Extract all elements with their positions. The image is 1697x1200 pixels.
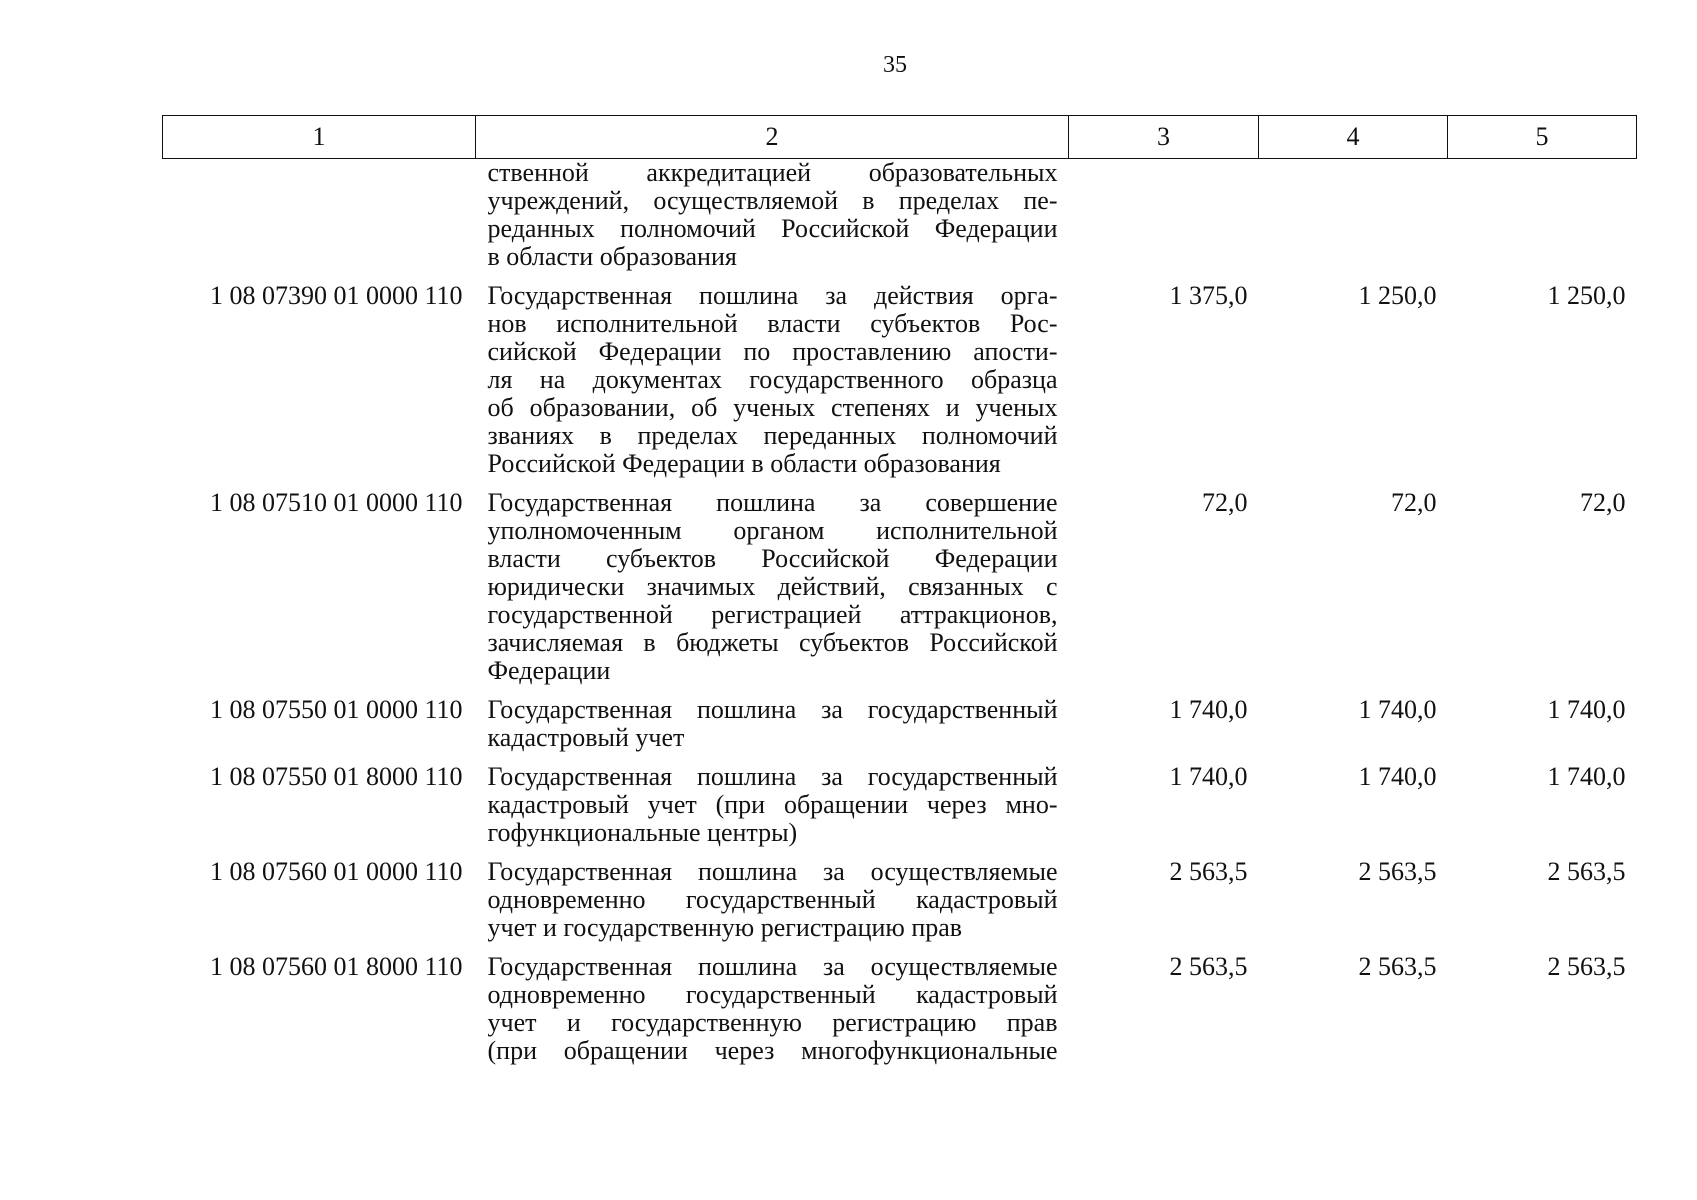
value-cell-col5: 2 563,5 bbox=[1547, 857, 1626, 886]
description-line: власти субъектов Российской Федерации bbox=[487, 544, 1058, 573]
page-number: 35 bbox=[883, 52, 907, 78]
value-cell-col3: 1 740,0 bbox=[1169, 762, 1248, 791]
table-row bbox=[163, 696, 1637, 763]
description-cell bbox=[476, 282, 1069, 489]
budget-table bbox=[162, 115, 1637, 1076]
value-cell-col4: 2 563,5 bbox=[1358, 952, 1437, 981]
description-cell bbox=[476, 489, 1069, 696]
description-line: зачисляемая в бюджеты субъектов Российской bbox=[487, 628, 1058, 657]
header-col-4: 4 bbox=[1259, 116, 1448, 159]
value-cell-col4: 1 740,0 bbox=[1358, 762, 1437, 791]
value-cell-col4: 2 563,5 bbox=[1358, 857, 1437, 886]
description-line: Федерации bbox=[487, 656, 611, 685]
description-cell bbox=[476, 159, 1069, 283]
description-line: об образовании, об ученых степенях и ученых bbox=[487, 393, 1058, 422]
description-line: юридически значимых действий, связанных с bbox=[487, 572, 1058, 601]
description-line: Государственная пошлина за государственный bbox=[487, 695, 1058, 724]
value-cell-col3 bbox=[1069, 159, 1259, 283]
description-line: Государственная пошлина за государственный bbox=[487, 762, 1058, 791]
description-line: ля на документах государственного образца bbox=[487, 365, 1058, 394]
description-line: учет и государственную регистрацию прав bbox=[487, 913, 963, 942]
description-cell bbox=[476, 953, 1069, 1076]
header-row bbox=[163, 116, 1637, 159]
description-line: Государственная пошлина за осуществляемые bbox=[487, 857, 1058, 886]
value-cell-col5: 2 563,5 bbox=[1547, 952, 1626, 981]
header-col-1: 1 bbox=[163, 116, 476, 159]
table-row bbox=[163, 763, 1637, 858]
value-cell-col3: 1 740,0 bbox=[1169, 695, 1248, 724]
description-line: кадастровый учет (при обращении через мно- bbox=[487, 790, 1058, 819]
code-cell: 1 08 07550 01 0000 110 bbox=[209, 695, 463, 724]
description-line: ственной аккредитацией образовательных bbox=[487, 158, 1058, 187]
code-cell: 1 08 07560 01 8000 110 bbox=[209, 952, 463, 981]
value-cell-col5: 1 740,0 bbox=[1547, 762, 1626, 791]
table-header bbox=[163, 116, 1637, 159]
table-row bbox=[163, 858, 1637, 953]
description-line: званиях в пределах переданных полномочий bbox=[487, 421, 1058, 450]
code-cell: 1 08 07510 01 0000 110 bbox=[209, 488, 463, 517]
description-line: Государственная пошлина за осуществляемые bbox=[487, 952, 1058, 981]
description-line: одновременно государственный кадастровый bbox=[487, 980, 1058, 1009]
header-col-3: 3 bbox=[1069, 116, 1259, 159]
value-cell-col4 bbox=[1259, 159, 1448, 283]
code-cell: 1 08 07550 01 8000 110 bbox=[209, 762, 463, 791]
value-cell-col3: 2 563,5 bbox=[1169, 952, 1248, 981]
value-cell-col4: 1 250,0 bbox=[1358, 281, 1437, 310]
description-line: уполномоченным органом исполнительной bbox=[487, 516, 1058, 545]
value-cell-col3: 2 563,5 bbox=[1169, 857, 1248, 886]
description-cell bbox=[476, 696, 1069, 763]
description-line: гофункциональные центры) bbox=[487, 818, 798, 847]
code-cell: 1 08 07560 01 0000 110 bbox=[209, 857, 463, 886]
table-row bbox=[163, 282, 1637, 489]
description-line: кадастровый учет bbox=[487, 723, 685, 752]
continuation-row bbox=[163, 159, 1637, 283]
code-cell: 1 08 07390 01 0000 110 bbox=[209, 281, 463, 310]
description-line: нов исполнительной власти субъектов Рос- bbox=[487, 309, 1058, 338]
description-cell bbox=[476, 858, 1069, 953]
value-cell-col4: 1 740,0 bbox=[1358, 695, 1437, 724]
code-cell bbox=[163, 159, 476, 283]
table-row bbox=[163, 953, 1637, 1076]
description-cell bbox=[476, 763, 1069, 858]
value-cell-col5 bbox=[1448, 159, 1637, 283]
description-line: одновременно государственный кадастровый bbox=[487, 885, 1058, 914]
description-line: Российской Федерации в области образования bbox=[487, 449, 1001, 478]
value-cell-col3: 1 375,0 bbox=[1169, 281, 1248, 310]
description-line: сийской Федерации по проставлению апости- bbox=[487, 337, 1058, 366]
description-line: реданных полномочий Российской Федерации bbox=[487, 214, 1058, 243]
value-cell-col5: 1 740,0 bbox=[1547, 695, 1626, 724]
header-col-2: 2 bbox=[476, 116, 1069, 159]
description-line: государственной регистрацией аттракционов, bbox=[487, 600, 1058, 629]
description-line: учет и государственную регистрацию прав bbox=[487, 1008, 1058, 1037]
value-cell-col4: 72,0 bbox=[1391, 488, 1437, 517]
value-cell-col5: 1 250,0 bbox=[1547, 281, 1626, 310]
table-row bbox=[163, 489, 1637, 696]
header-col-5: 5 bbox=[1448, 116, 1637, 159]
description-line: Государственная пошлина за совершение bbox=[487, 488, 1058, 517]
value-cell-col3: 72,0 bbox=[1202, 488, 1248, 517]
description-line: в области образования bbox=[487, 242, 737, 271]
description-line: Государственная пошлина за действия орга- bbox=[487, 281, 1058, 310]
table-body bbox=[163, 159, 1637, 1077]
value-cell-col5: 72,0 bbox=[1580, 488, 1626, 517]
description-line: учреждений, осуществляемой в пределах пе- bbox=[487, 186, 1058, 215]
description-line: (при обращении через многофункциональные bbox=[487, 1036, 1058, 1065]
